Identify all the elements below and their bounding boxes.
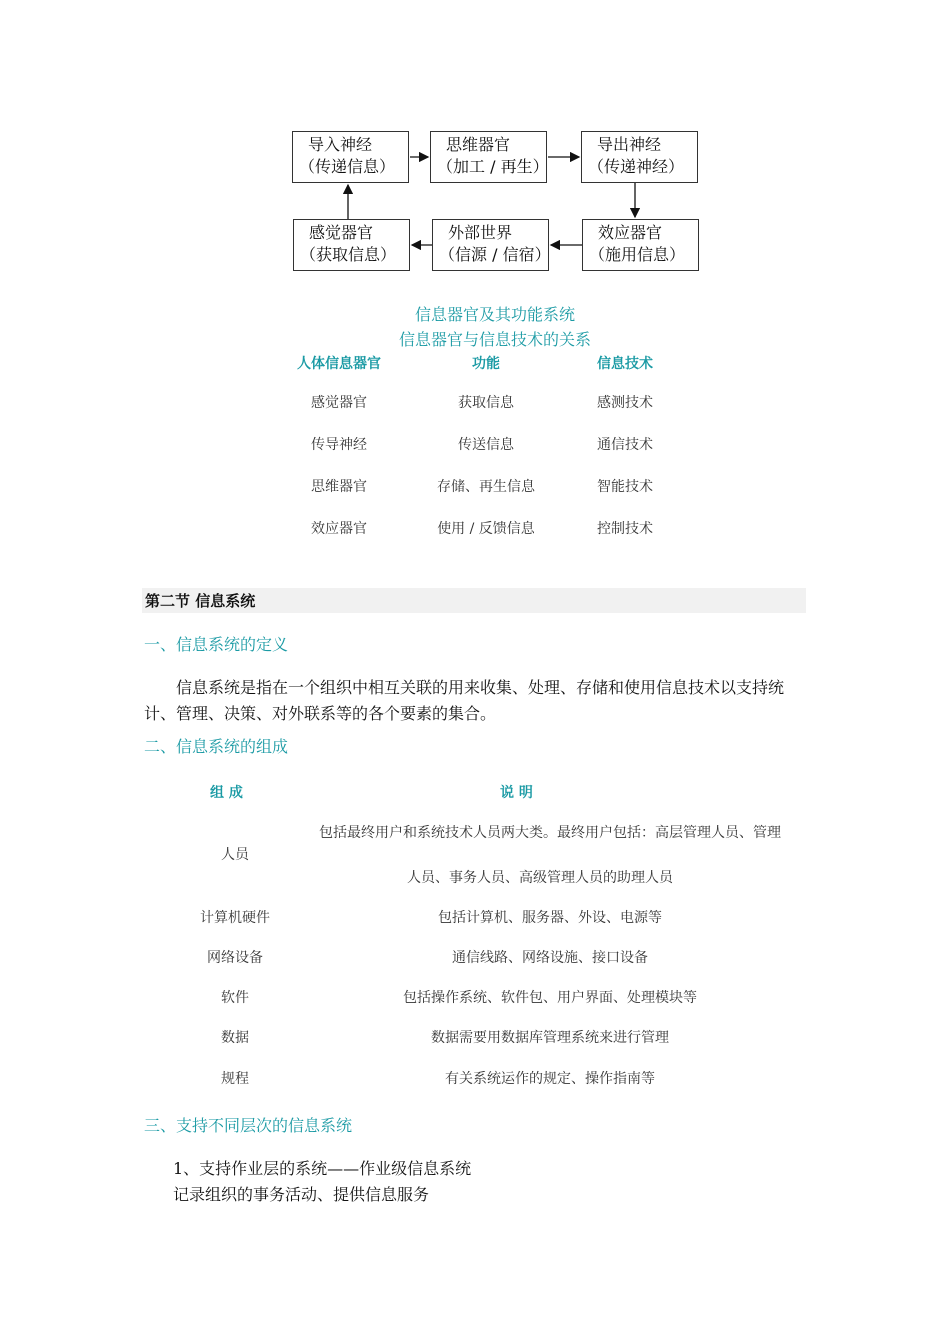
table-row-people — [160, 822, 800, 886]
table-row — [270, 507, 686, 549]
col-header-organ: 人体信息器官 — [297, 356, 381, 372]
box-subtitle: （传递神经） — [588, 157, 685, 176]
cell-function: 传送信息 — [458, 437, 514, 453]
item-operational-system: 1、支持作业层的系统——作业级信息系统 — [173, 1159, 472, 1178]
cell-function: 存储、再生信息 — [437, 479, 535, 495]
section-title: 第二节 信息系统 — [142, 588, 806, 613]
table-header-row — [270, 345, 686, 381]
cell-organ: 效应器官 — [311, 521, 367, 537]
col-header-component: 组 成 — [210, 785, 243, 801]
table-title: 信息器官与信息技术的关系 — [398, 330, 591, 349]
box-subtitle: （加工 / 再生） — [437, 157, 549, 176]
box-title: 导入神经 — [308, 135, 373, 154]
cell-organ: 思维器官 — [311, 479, 367, 495]
cell-technology: 控制技术 — [597, 521, 653, 537]
cell-component: 人员 — [221, 847, 249, 863]
info-organ-diagram — [0, 0, 950, 290]
cell-description: 包括最终用户和系统技术人员两大类。最终用户包括：高层管理人员、管理 — [319, 825, 781, 841]
diagram-arrows — [0, 0, 950, 290]
cell-technology: 通信技术 — [597, 437, 653, 453]
table-row — [270, 423, 686, 465]
table-row — [270, 381, 686, 423]
cell-description: 有关系统运作的规定、操作指南等 — [445, 1071, 655, 1087]
box-title: 外部世界 — [448, 223, 513, 242]
cell-component: 规程 — [221, 1071, 249, 1087]
cell-organ: 传导神经 — [311, 437, 367, 453]
cell-technology: 感测技术 — [597, 395, 653, 411]
definition-paragraph: 信息系统是指在一个组织中相互关联的用来收集、处理、存储和使用信息技术以支持统计、管理、决策、对外联系等的各个要素的集合。 — [144, 678, 785, 723]
heading-levels: 三、支持不同层次的信息系统 — [144, 1116, 353, 1135]
box-subtitle: （传递信息） — [299, 157, 396, 176]
cell-component: 网络设备 — [207, 950, 263, 966]
box-subtitle: （获取信息） — [300, 245, 397, 264]
col-header-technology: 信息技术 — [597, 356, 653, 372]
box-subtitle: （施用信息） — [589, 245, 686, 264]
cell-component: 软件 — [221, 990, 249, 1006]
cell-component: 数据 — [221, 1030, 249, 1046]
cell-description-cont: 人员、事务人员、高级管理人员的助理人员 — [407, 870, 673, 886]
cell-function: 获取信息 — [458, 395, 514, 411]
cell-function: 使用 / 反馈信息 — [437, 521, 535, 537]
heading-composition: 二、信息系统的组成 — [144, 737, 289, 756]
box-title: 感觉器官 — [309, 223, 374, 242]
cell-technology: 智能技术 — [597, 479, 653, 495]
col-header-function: 功能 — [472, 356, 500, 372]
box-title: 导出神经 — [597, 135, 662, 154]
diagram-caption: 信息器官及其功能系统 — [414, 305, 575, 324]
box-title: 效应器官 — [598, 223, 663, 242]
cell-description: 数据需要用数据库管理系统来进行管理 — [431, 1030, 669, 1046]
cell-organ: 感觉器官 — [311, 395, 367, 411]
cell-description: 包括操作系统、软件包、用户界面、处理模块等 — [403, 990, 697, 1006]
table-row — [270, 465, 686, 507]
box-title: 思维器官 — [446, 135, 511, 154]
item-operational-description: 记录组织的事务活动、提供信息服务 — [173, 1185, 430, 1204]
cell-component: 计算机硬件 — [200, 910, 270, 926]
relation-table — [270, 345, 686, 549]
box-subtitle: （信源 / 信宿） — [439, 245, 551, 264]
cell-description: 包括计算机、服务器、外设、电源等 — [438, 910, 662, 926]
col-header-description: 说 明 — [500, 785, 533, 801]
cell-description: 通信线路、网络设施、接口设备 — [452, 950, 648, 966]
heading-definition: 一、信息系统的定义 — [144, 635, 289, 654]
